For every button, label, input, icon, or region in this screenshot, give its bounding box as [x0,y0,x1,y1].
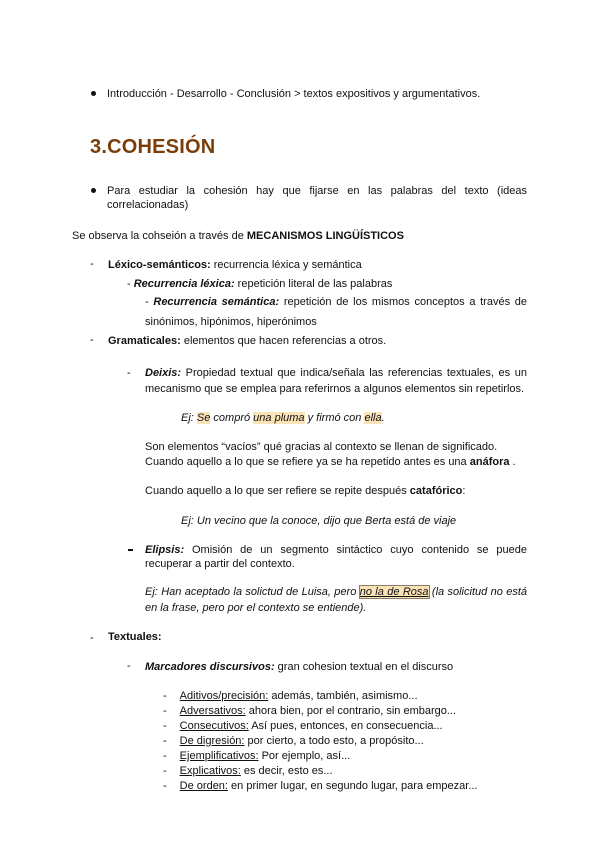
anafora-term: anáfora [469,456,510,468]
bullet-icon [91,188,96,193]
dash-icon: - [127,660,131,672]
dash-icon: - [163,720,167,732]
intro-text: Introducción - Desarrollo - Conclusión > textos expositivos y argumentativos. [107,88,481,100]
highlight-una-pluma: una pluma [253,412,305,424]
marker-label: Consecutivos: [179,720,249,732]
marker-label: Explicativos: [179,765,241,777]
dash-icon: - [127,367,131,379]
dash-icon: - [145,296,149,308]
marcadores-line [145,660,453,674]
marker-text: Por ejemplo, así... [258,750,351,762]
dash-icon: - [127,278,131,290]
lexico-line [108,258,362,272]
anafora-prefix: Cuando aquello a lo que se refiere ya se ha repetido antes es una [145,456,470,468]
textuales-label [108,630,162,644]
marker-label: Adversativos: [179,705,246,717]
deixis-text: Propiedad textual que indica/señala las referencias textuales, es un [181,367,527,379]
dash-icon: - [163,705,167,717]
elipsis-line2: recuperar a partir del contexto. [145,558,295,570]
cataforico-term: catafórico [409,485,463,497]
example-text: y firmó con [304,412,365,424]
highlight-ella: ella [364,412,382,424]
deixis-line2: mecanismo que se emplea para referirnos a algunos elementos sin repetirlos. [145,383,525,395]
list-item [163,749,350,763]
elipsis-text: Omisión de un segmento sintáctico cuyo contenido se puede [184,544,527,556]
elipsis-example-text: Ej: Han aceptado la solictud de Luisa, pero [145,586,360,598]
recurrencia-semantica-line2: sinónimos, hipónimos, hiperónimos [145,316,317,328]
dash-icon: - [163,780,167,792]
deixis-line1 [145,365,527,382]
gramaticales-text: elementos que hacen referencias a otros. [180,335,387,347]
cataforico-suffix: : [462,485,466,497]
recurrencia-semantica-label: Recurrencia semántica: [153,296,280,308]
marker-label: De orden: [179,780,228,792]
anafora-suffix: . [509,456,516,468]
recurrencia-lexica-label: Recurrencia léxica: [133,278,235,290]
gramaticales-label: Gramaticales: [108,335,181,347]
anafora-line [145,455,516,469]
list-item [163,689,418,703]
dash-icon: - [163,750,167,762]
marker-text: por cierto, a todo esto, a propósito... [244,735,424,747]
marker-text: en primer lugar, en segundo lugar, para empezar... [227,780,478,792]
elipsis-example-line1 [145,584,527,601]
lexico-label: Léxico-semánticos: [108,259,211,271]
recurrencia-lexica-line [127,277,392,291]
marcadores-label: Marcadores discursivos: [145,661,275,673]
cataforico-line [145,484,465,498]
list-item [163,764,333,778]
elipsis-example-text: (la solicitud no está [428,586,527,598]
recurrencia-lexica-text: repetición literal de las palabras [234,278,393,290]
example-prefix: Ej: [181,412,197,424]
marcadores-text: gran cohesion textual en el discurso [274,661,454,673]
recurrencia-semantica-text: repetición de los mismos conceptos a través de [279,296,528,308]
dash-icon: - [163,690,167,702]
marker-text: ahora bien, por el contrario, sin embargo... [245,705,457,717]
dash-icon: - [163,765,167,777]
deixis-example [181,411,385,425]
marker-text: es decir, esto es... [240,765,333,777]
cohesion-intro-line1: Para estudiar la cohesión hay que fijarse en las palabras del texto (ideas [107,185,527,197]
marker-label: De digresión: [179,735,245,747]
example-end: . [381,412,385,424]
cohesion-intro-line2: correlacionadas) [107,199,189,211]
marker-text: además, también, asimismo... [268,690,418,702]
mecanismos-line [72,229,404,243]
recurrencia-semantica-line1 [145,294,527,311]
elipsis-example-line2: en la frase, pero por el contexto se entiende). [145,602,367,614]
mecanismos-heading: MECANISMOS LINGÜÍSTICOS [246,230,404,242]
marker-label: Ejemplificativos: [179,750,259,762]
cataforico-prefix: Cuando aquello a lo que ser refiere se repite después [145,485,410,497]
dash-icon: - [90,258,94,270]
example-text: compró [210,412,254,424]
list-item [163,719,443,733]
vacios-line: Son elementos “vacíos” qué gracias al contexto se llenan de significado. [145,441,498,453]
list-item [163,704,456,718]
cataforico-example: Ej: Un vecino que la conoce, dijo que Berta está de viaje [181,515,457,527]
list-item [163,779,477,793]
mecanismos-prefix: Se observa la cohsеión a través de [72,230,247,242]
deixis-label: Deixis: [145,367,182,379]
textuales-heading: Textuales: [108,631,162,643]
dash-icon: - [90,632,94,644]
dash-icon: - [90,334,94,346]
list-item [163,734,424,748]
dash-icon: - [163,735,167,747]
section-title: 3.COHESIÓN [90,136,216,158]
highlight-no-la-de-rosa: no la de Rosa [359,586,429,598]
elipsis-label: Elipsis: [145,544,185,556]
highlight-se: Se [196,412,211,424]
marker-label: Aditivos/precisión: [179,690,269,702]
gramaticales-line [108,334,386,348]
bullet-icon [91,91,96,96]
marker-text: Así pues, entonces, en consecuencia... [248,720,443,732]
lexico-text: recurrencia léxica y semántica [210,259,362,271]
dash-icon [128,549,133,551]
